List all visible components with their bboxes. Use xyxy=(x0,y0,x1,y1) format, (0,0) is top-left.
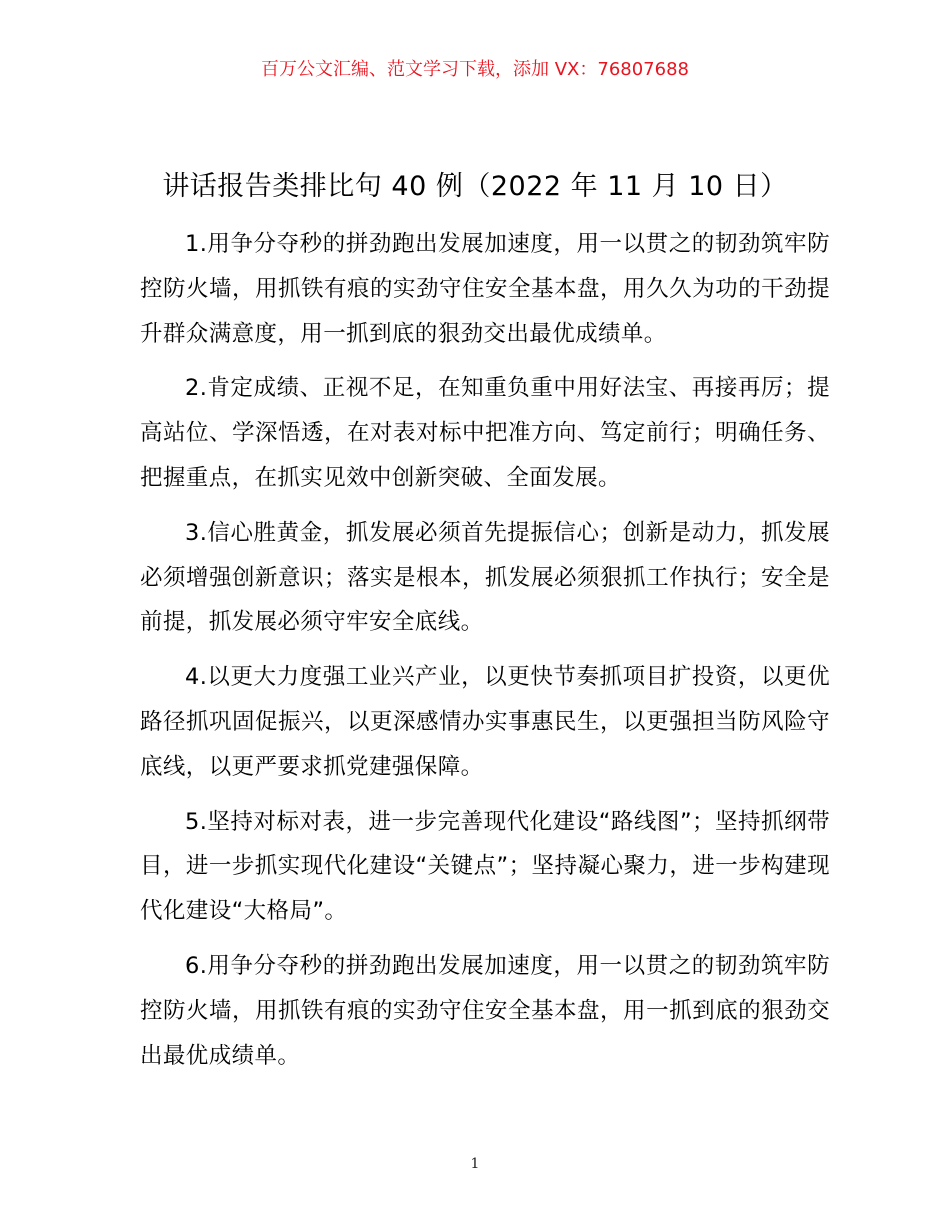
document-body xyxy=(140,222,830,1088)
paragraph-2: 2.肯定成绩、正视不足，在知重负重中用好法宝、再接再厉；提高站位、学深悟透，在对表对标中把准方向、笃定前行；明确任务、把握重点，在抓实见效中创新突破、全面发展。 xyxy=(140,375,830,491)
header-banner: 百万公文汇编、范文学习下载，添加 VX：76807688 xyxy=(261,59,689,80)
paragraph-4: 4.以更大力度强工业兴产业，以更快节奏抓项目扩投资，以更优路径抓巩固促振兴，以更深感情办实事惠民生，以更强担当防风险守底线，以更严要求抓党建强保障。 xyxy=(140,664,830,780)
document-title: 讲话报告类排比句 40 例（2022 年 11 月 10 日） xyxy=(162,171,788,202)
paragraph-5: 5.坚持对标对表，进一步完善现代化建设“路线图”；坚持抓纲带目，进一步抓实现代化建设“关键点”；坚持凝心聚力，进一步构建现代化建设“大格局”。 xyxy=(140,808,830,925)
paragraph-3: 3.信心胜黄金，抓发展必须首先提振信心；创新是动力，抓发展必须增强创新意识；落实是根本，抓发展必须狠抓工作执行；安全是前提，抓发展必须守牢安全底线。 xyxy=(140,519,830,636)
paragraph-6: 6.用争分夺秒的拼劲跑出发展加速度，用一以贯之的韧劲筑牢防控防火墙，用抓铁有痕的实劲守住安全基本盘，用一抓到底的狠劲交出最优成绩单。 xyxy=(140,952,830,1069)
page-number: 1 xyxy=(470,1156,480,1172)
paragraph-1: 1.用争分夺秒的拼劲跑出发展加速度，用一以贯之的韧劲筑牢防控防火墙，用抓铁有痕的实劲守住安全基本盘，用久久为功的干劲提升群众满意度，用一抓到底的狠劲交出最优成绩单。 xyxy=(140,231,830,347)
